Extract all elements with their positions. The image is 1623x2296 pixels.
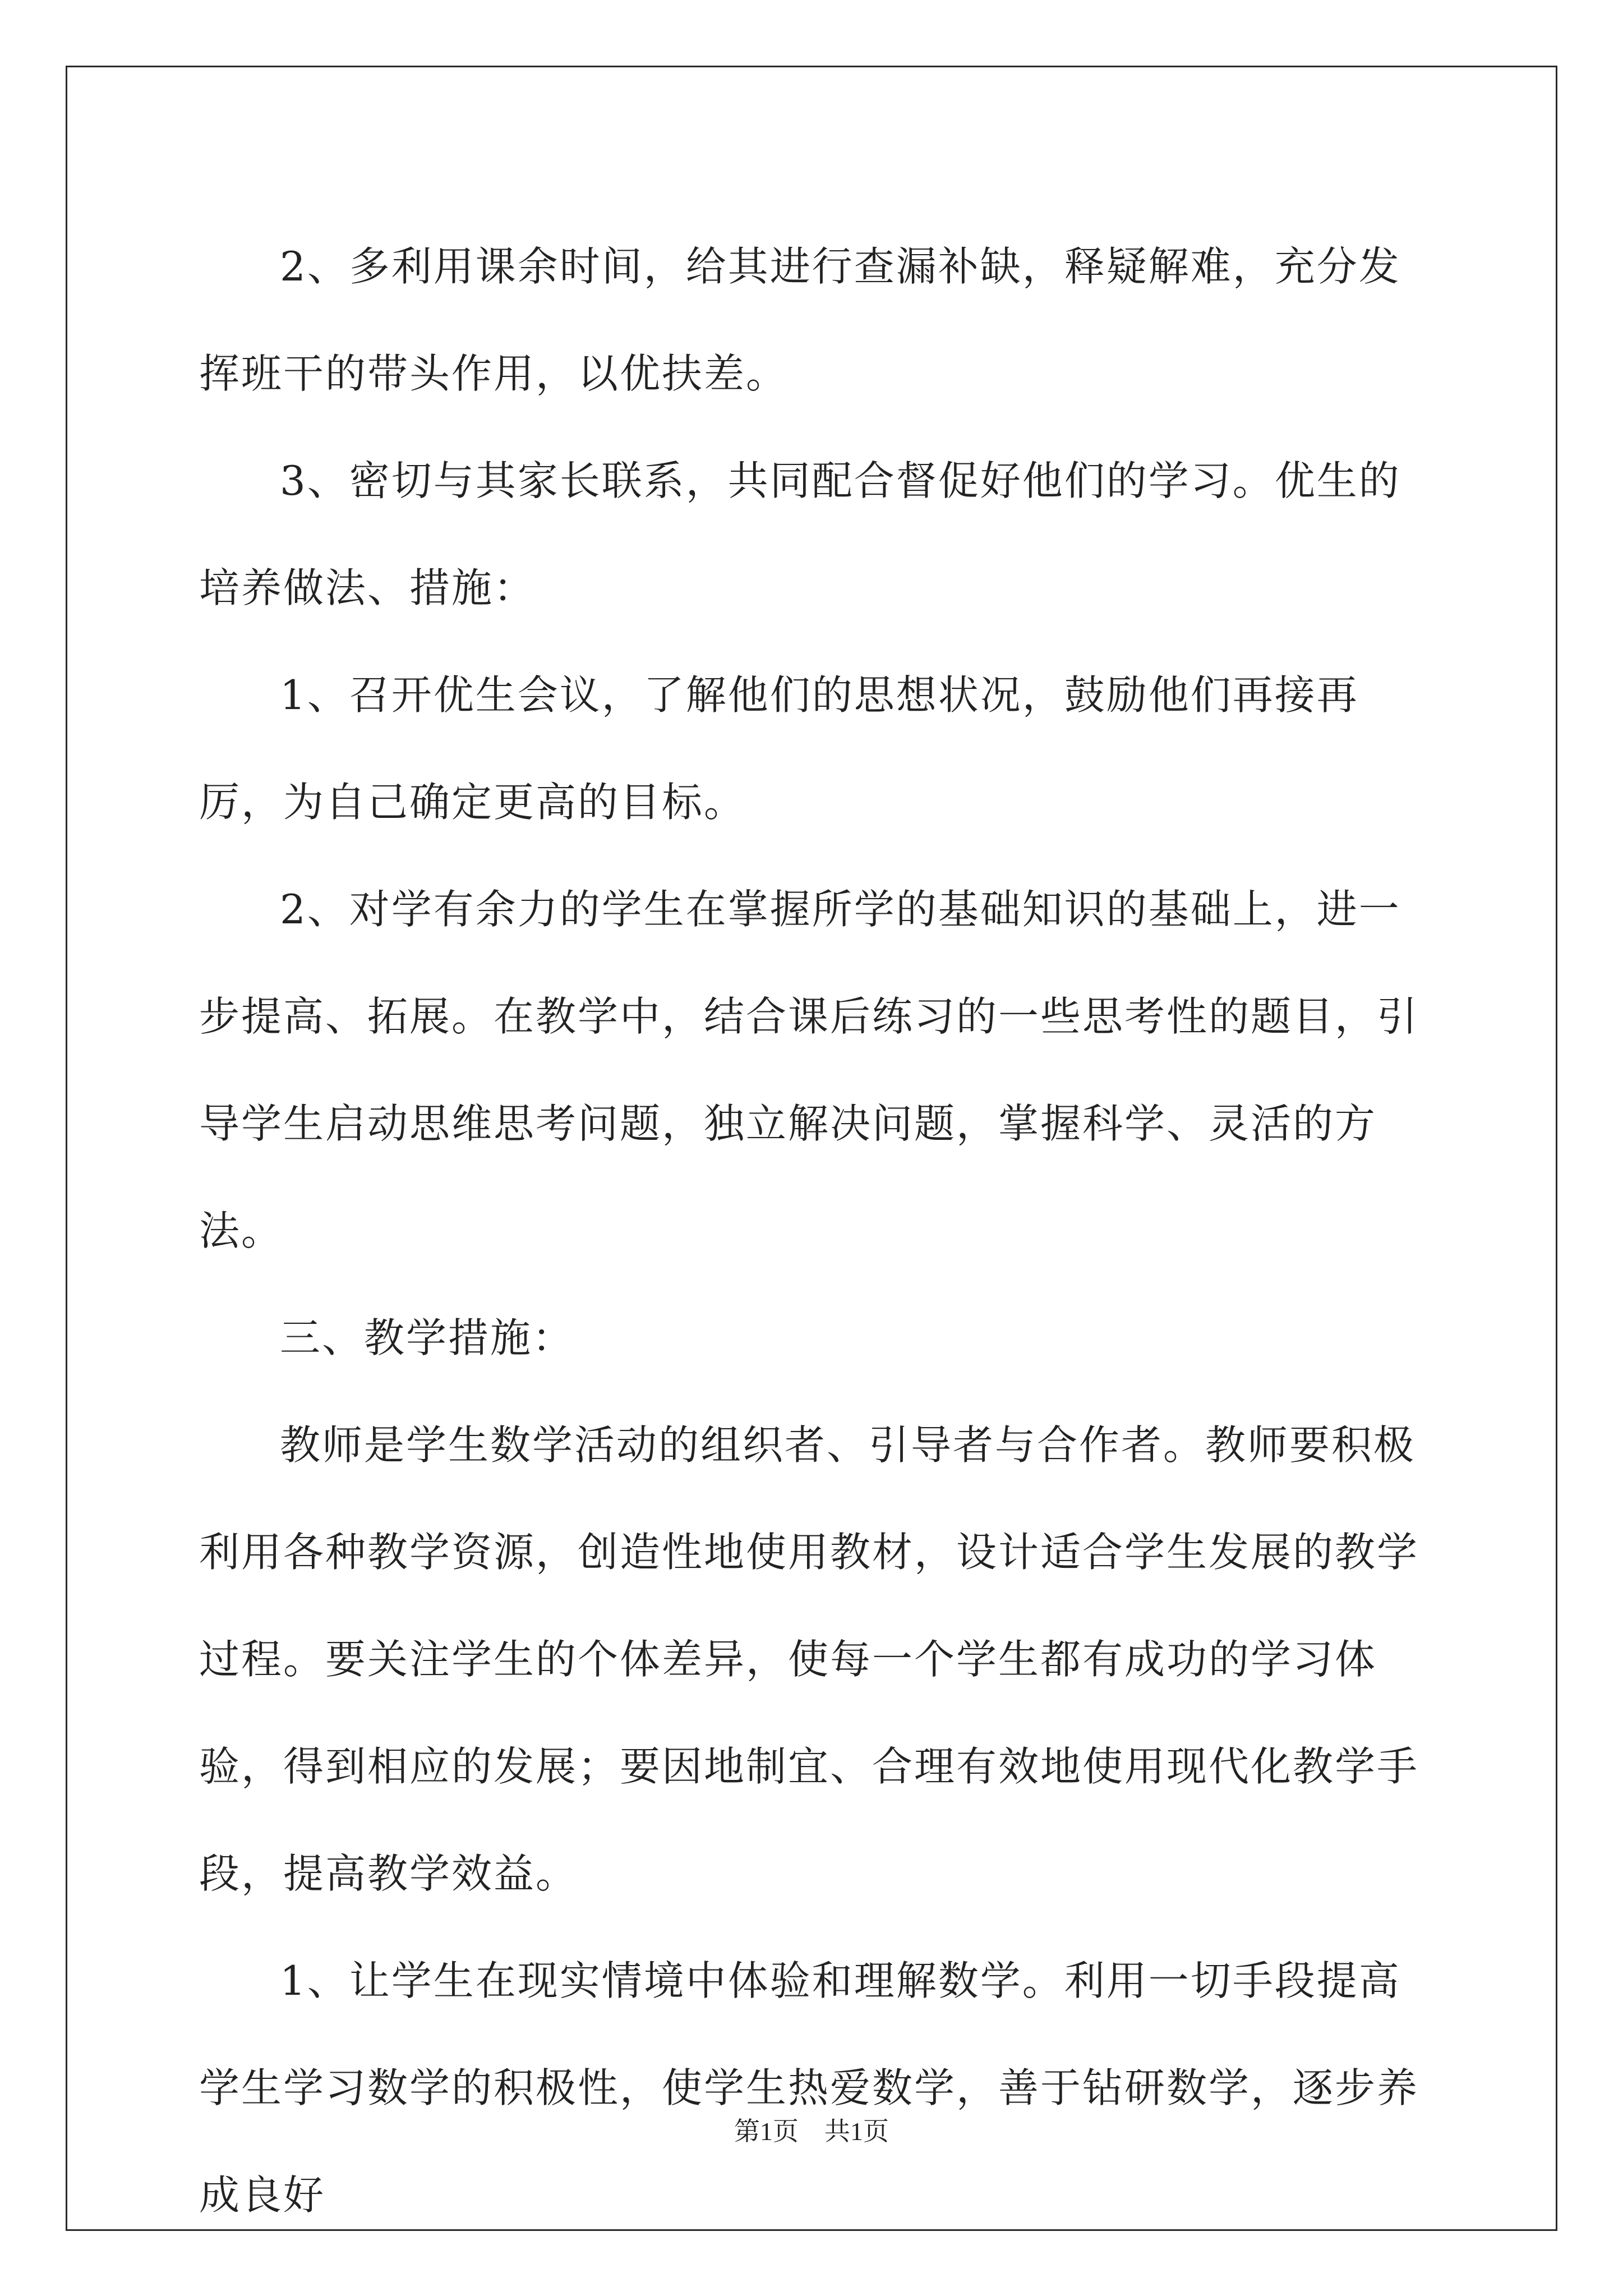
paragraph: 1、让学生在现实情境中体验和理解数学。利用一切手段提高学生学习数学的积极性，使学生热爱数学，善于钻研数学，逐步养成良好: [199, 1957, 1419, 2219]
paragraph: 1、召开优生会议，了解他们的思想状况，鼓励他们再接再厉，为自己确定更高的目标。: [199, 671, 1359, 826]
paragraph: 教师是学生数学活动的组织者、引导者与合作者。教师要积极利用各种教学资源，创造性地使用教材，设计适合学生发展的教学过程。要关注学生的个体差异，使每一个学生都有成功的学习体验，得到相应的发展；要因地制宜、合理有效地使用现代化教学手段，提高教学效益。: [199, 1421, 1419, 1897]
section-heading: 三、教学措施：: [280, 1314, 575, 1361]
paragraph: 2、多利用课余时间，给其进行查漏补缺，释疑解难，充分发挥班干的带头作用，以优扶差。: [199, 243, 1401, 397]
page-footer: 第1页 共1页: [734, 2117, 889, 2146]
document-body: [199, 213, 1427, 2249]
paragraph: 3、密切与其家长联系，共同配合督促好他们的学习。优生的培养做法、措施：: [199, 457, 1401, 611]
paragraph: 2、对学有余力的学生在掌握所学的基础知识的基础上，进一步提高、拓展。在教学中，结合课后练习的一些思考性的题目，引导学生启动思维思考问题，独立解决问题，掌握科学、灵活的方法。: [199, 886, 1419, 1254]
